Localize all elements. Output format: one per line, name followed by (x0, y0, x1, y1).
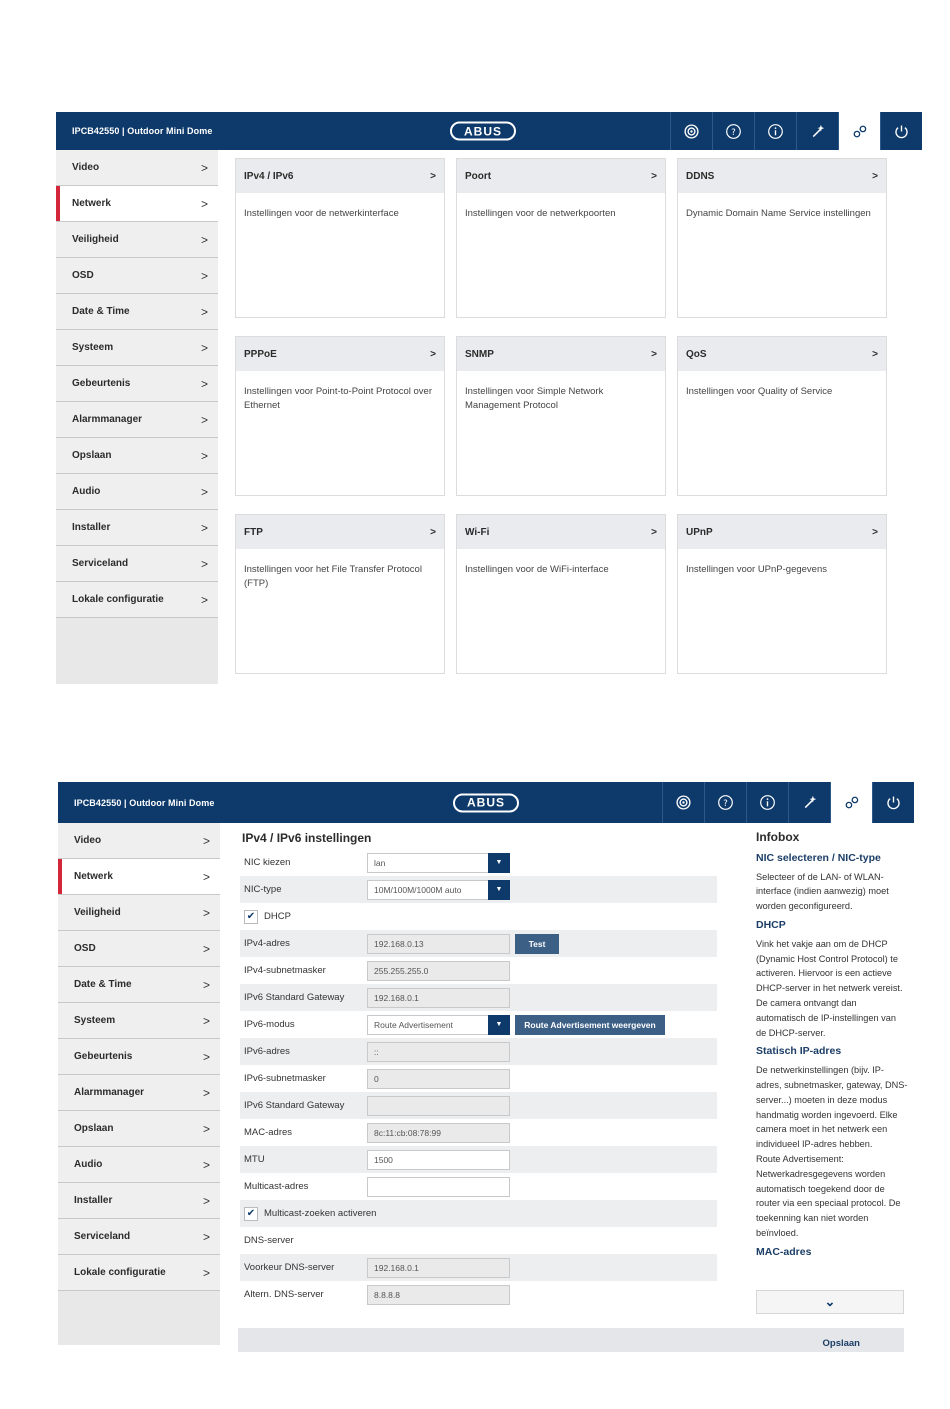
sidebar-item-date-time[interactable] (58, 967, 220, 1003)
chevron-right-icon: > (200, 412, 208, 427)
save-button[interactable]: Opslaan (822, 1338, 860, 1349)
sidebar-item-alarmmanager[interactable] (58, 1075, 220, 1111)
tile-title: IPv4 / IPv6 (244, 170, 294, 182)
mac-value: 8c:11:cb:08:78:99 (374, 1127, 441, 1138)
nictype-value: 10M/100M/1000M auto (374, 884, 462, 895)
chevron-right-icon: > (202, 1121, 210, 1136)
save-bar (238, 1328, 904, 1352)
row-dns-header (240, 1227, 717, 1254)
row-ipv6 (240, 1038, 717, 1065)
sidebar-item-label: Installer (74, 1195, 113, 1206)
dns2-field[interactable] (367, 1285, 510, 1305)
mask-field[interactable] (367, 961, 510, 981)
settings-icon[interactable] (838, 112, 880, 150)
row-multicast (240, 1173, 717, 1200)
sidebar-item-label: Installer (72, 522, 111, 533)
sidebar-item-label: Alarmmanager (74, 1087, 145, 1098)
mtu-label: MTU (244, 1154, 265, 1165)
chevron-right-icon: > (202, 1157, 210, 1172)
mac-field (367, 1123, 510, 1143)
mtu-value: 1500 (374, 1154, 393, 1165)
nictype-label: NIC-type (244, 884, 282, 895)
camera-icon[interactable] (670, 112, 712, 150)
tile-description: Instellingen voor de netwerkinterface (244, 208, 399, 219)
tile-description: Instellingen voor Simple Network Management Protocol (465, 386, 604, 411)
infobox-heading-nic: NIC selecteren / NIC-type (756, 851, 881, 864)
dns1-value: 192.168.0.1 (374, 1262, 419, 1273)
mtu-input[interactable] (367, 1150, 510, 1170)
sidebar-item-label: Video (74, 835, 102, 846)
chevron-right-icon: > (202, 905, 210, 920)
tile-header (236, 159, 444, 193)
multicast-input[interactable] (367, 1177, 510, 1197)
tile-wifi[interactable] (456, 514, 666, 674)
sidebar-item-veiligheid[interactable] (56, 222, 218, 258)
row-multicast-search (240, 1200, 717, 1227)
sidebar-item-label: Audio (72, 486, 101, 497)
sidebar-item-installer[interactable] (58, 1183, 220, 1219)
checkmark-icon: ✔ (246, 911, 256, 922)
ipv6-value: :: (374, 1046, 379, 1057)
dns1-label: Voorkeur DNS-server (244, 1262, 335, 1273)
dhcp-checkbox[interactable] (244, 910, 258, 924)
chevron-right-icon: > (200, 160, 208, 175)
sidebar-item-serviceland[interactable] (58, 1219, 220, 1255)
ipv6mode-select[interactable] (367, 1015, 510, 1035)
multicast-search-label: Multicast-zoeken activeren (264, 1208, 377, 1219)
sidebar-item-label: OSD (74, 943, 96, 954)
infobox-text-dhcp: Vink het vakje aan om de DHCP (Dynamic Host Control Protocol) te activeren. Hiervoor is een actieve DHCP-server in het netwerk vereist. De camera ontvangt dan automatisch de IP-instellingen van de DHCP-server. (756, 938, 903, 1038)
chevron-right-icon: > (202, 1013, 210, 1028)
mac-label: MAC-adres (244, 1127, 293, 1138)
row-dhcp (240, 903, 717, 930)
ipv6-label: IPv6-adres (244, 1046, 290, 1057)
chevron-right-icon: > (200, 232, 208, 247)
dns2-label: Altern. DNS-server (244, 1289, 324, 1300)
network-overview-screen (42, 112, 922, 684)
help-icon[interactable] (704, 782, 746, 823)
tile-description: Instellingen voor UPnP-gegevens (686, 564, 828, 575)
ipv4-field[interactable] (367, 934, 510, 954)
tile-description: Instellingen voor Point-to-Point Protocol over Ethernet (244, 386, 432, 411)
infobox-heading-dhcp: DHCP (756, 918, 786, 931)
sidebar-item-netwerk[interactable] (58, 859, 220, 895)
toolbar-icons (670, 112, 922, 150)
infobox-heading-static: Statisch IP-adres (756, 1045, 842, 1058)
tile-poort[interactable] (456, 158, 666, 318)
ipv6mode-value: Route Advertisement (374, 1019, 453, 1030)
gateway6-field[interactable] (367, 1096, 510, 1116)
sidebar-item-systeem[interactable] (56, 330, 218, 366)
tile-ddns[interactable] (677, 158, 887, 318)
top-bar (56, 112, 922, 150)
svg-text:?: ? (731, 127, 736, 138)
sidebar-item-label: Netwerk (72, 198, 111, 209)
camera-model: IPCB42550 | Outdoor Mini Dome (72, 126, 213, 136)
chevron-right-icon: > (651, 348, 657, 360)
infobox (756, 830, 908, 1264)
sidebar-item-video[interactable] (56, 150, 218, 186)
help-icon[interactable] (712, 112, 754, 150)
row-dns1 (240, 1254, 717, 1281)
chevron-right-icon: > (200, 268, 208, 283)
wizard-icon[interactable] (796, 112, 838, 150)
tile-title: DDNS (686, 170, 715, 182)
sidebar-item-lokale-configuratie[interactable] (56, 582, 218, 618)
sidebar-item-label: Gebeurtenis (74, 1051, 133, 1062)
tile-title: FTP (244, 526, 263, 538)
dns2-value: 8.8.8.8 (374, 1289, 400, 1300)
info-icon[interactable] (746, 782, 788, 823)
tile-header (457, 159, 665, 193)
sidebar-item-label: Systeem (72, 342, 114, 353)
chevron-right-icon: > (202, 941, 210, 956)
tile-pppoe[interactable] (235, 336, 445, 496)
tile-description: Dynamic Domain Name Service instellingen (686, 208, 871, 219)
dns-label: DNS-server (244, 1235, 294, 1246)
tile-ipv4-ipv6[interactable] (235, 158, 445, 318)
dropdown-arrow-icon: ▼ (488, 1015, 510, 1035)
chevron-right-icon: > (651, 526, 657, 538)
sidebar-item-video[interactable] (58, 823, 220, 859)
toolbar-icons (662, 782, 914, 823)
sidebar-item-label: OSD (72, 270, 94, 281)
sidebar-item-opslaan[interactable] (58, 1111, 220, 1147)
sidebar (58, 823, 220, 1345)
infobox-text-nic: Selecteer of de LAN- of WLAN-interface (indien aanwezig) moet worden geconfigureerd. (756, 871, 889, 912)
infobox-text-static: De netwerkinstellingen (bijv. IP-adres, subnetmasker, gateway, DNS-server...) moeten in deze modus handmatig worden ingevoerd. Elke camera moet in het netwerk een individueel IP-adres hebben. (756, 1065, 908, 1150)
power-icon[interactable] (872, 782, 914, 823)
tile-header (457, 515, 665, 549)
chevron-right-icon: > (202, 1265, 210, 1280)
sidebar-item-label: Opslaan (72, 450, 112, 461)
sidebar-item-audio[interactable] (58, 1147, 220, 1183)
chevron-right-icon: > (202, 1085, 210, 1100)
sidebar-item-lokale-configuratie[interactable] (58, 1255, 220, 1291)
sidebar-item-label: Date & Time (74, 979, 132, 990)
chevron-right-icon: > (430, 526, 436, 538)
sidebar-item-date-time[interactable] (56, 294, 218, 330)
chevron-right-icon: > (200, 592, 208, 607)
abus-logo: ABUS (453, 793, 519, 812)
svg-text:?: ? (723, 798, 728, 809)
tile-description: Instellingen voor de netwerkpoorten (465, 208, 616, 219)
chevron-right-icon: > (202, 1229, 210, 1244)
infobox-text-route: Route Advertisement: Netwerkadresgegevens worden automatisch toegekend door de router via een speciaal protocol. De toekenning kan niet worden beïnvloed. (756, 1153, 901, 1238)
ipv6-field[interactable] (367, 1042, 510, 1062)
sidebar-item-label: Serviceland (72, 558, 129, 569)
mask-label: IPv4-subnetmasker (244, 965, 326, 976)
chevron-right-icon: > (872, 526, 878, 538)
mask-value: 255.255.255.0 (374, 965, 429, 976)
sidebar-item-label: Opslaan (74, 1123, 114, 1134)
sidebar-item-osd[interactable] (58, 931, 220, 967)
sidebar-item-systeem[interactable] (58, 1003, 220, 1039)
nic-label: NIC kiezen (244, 857, 291, 868)
tile-title: SNMP (465, 348, 494, 360)
abus-logo: ABUS (450, 122, 516, 141)
ipv4-ipv6-settings-screen (42, 782, 914, 1349)
sidebar-item-audio[interactable] (56, 474, 218, 510)
tile-header (236, 515, 444, 549)
tile-ftp[interactable] (235, 514, 445, 674)
gateway-value: 192.168.0.1 (374, 992, 419, 1003)
chevron-right-icon: > (202, 1193, 210, 1208)
chevron-right-icon: > (200, 340, 208, 355)
row-mask (240, 957, 717, 984)
tile-title: Wi-Fi (465, 526, 490, 538)
sidebar-item-gebeurtenis[interactable] (58, 1039, 220, 1075)
row-gateway6 (240, 1092, 717, 1119)
tile-title: UPnP (686, 526, 713, 538)
chevron-right-icon: > (200, 484, 208, 499)
tile-header (678, 159, 886, 193)
sidebar-item-veiligheid[interactable] (58, 895, 220, 931)
sidebar-item-label: Netwerk (74, 871, 113, 882)
tile-header (236, 337, 444, 371)
sidebar-item-label: Veiligheid (74, 907, 121, 918)
tile-header (678, 515, 886, 549)
chevron-right-icon: > (200, 448, 208, 463)
tile-description: Instellingen voor de WiFi-interface (465, 564, 609, 575)
sidebar-item-label: Lokale configuratie (74, 1267, 166, 1278)
sidebar-item-label: Gebeurtenis (72, 378, 131, 389)
sidebar-item-label: Systeem (74, 1015, 116, 1026)
tile-header (457, 337, 665, 371)
chevron-down-icon[interactable]: ⌄ (756, 1290, 904, 1314)
multicast-label: Multicast-adres (244, 1181, 309, 1192)
chevron-right-icon: > (651, 170, 657, 182)
infobox-title: Infobox (756, 830, 800, 844)
nictype-select[interactable] (367, 880, 510, 900)
sidebar-item-opslaan[interactable] (56, 438, 218, 474)
row-mac (240, 1119, 717, 1146)
chevron-right-icon: > (202, 1049, 210, 1064)
gateway6-label: IPv6 Standard Gateway (244, 1100, 345, 1111)
row-mask6 (240, 1065, 717, 1092)
ipv4-label: IPv4-adres (244, 938, 290, 949)
row-dns2 (240, 1281, 717, 1308)
sidebar-item-label: Alarmmanager (72, 414, 143, 425)
chevron-right-icon: > (872, 348, 878, 360)
sidebar-item-label: Video (72, 162, 100, 173)
row-mtu (240, 1146, 717, 1173)
tile-header (678, 337, 886, 371)
row-nic (240, 849, 717, 876)
sidebar-item-label: Serviceland (74, 1231, 131, 1242)
sidebar-item-alarmmanager[interactable] (56, 402, 218, 438)
camera-icon[interactable] (662, 782, 704, 823)
gateway-field[interactable] (367, 988, 510, 1008)
sidebar-item-gebeurtenis[interactable] (56, 366, 218, 402)
row-gateway (240, 984, 717, 1011)
mask6-field[interactable] (367, 1069, 510, 1089)
sidebar-item-osd[interactable] (56, 258, 218, 294)
row-nictype (240, 876, 717, 903)
sidebar-item-label: Lokale configuratie (72, 594, 164, 605)
multicast-search-checkbox[interactable] (244, 1207, 258, 1221)
chevron-right-icon: > (430, 348, 436, 360)
sidebar-item-label: Audio (74, 1159, 103, 1170)
ipv4-value: 192.168.0.13 (374, 938, 424, 949)
ipv6mode-label: IPv6-modus (244, 1019, 295, 1030)
chevron-right-icon: > (202, 977, 210, 992)
top-bar (58, 782, 914, 823)
route-advertisement-button[interactable]: Route Advertisement weergeven (515, 1015, 665, 1035)
power-icon[interactable] (880, 112, 922, 150)
wizard-icon[interactable] (788, 782, 830, 823)
tile-title: PPPoE (244, 348, 277, 360)
test-button[interactable]: Test (515, 934, 559, 954)
chevron-right-icon: > (202, 833, 210, 848)
row-ipv6mode (240, 1011, 717, 1038)
tile-title: QoS (686, 348, 707, 360)
sidebar-item-installer[interactable] (56, 510, 218, 546)
sidebar-item-serviceland[interactable] (56, 546, 218, 582)
sidebar (56, 150, 218, 684)
tile-description: Instellingen voor Quality of Service (686, 386, 833, 397)
sidebar-item-label: Veiligheid (72, 234, 119, 245)
dhcp-label: DHCP (264, 911, 291, 922)
nic-value: lan (374, 857, 386, 868)
infobox-heading-mac: MAC-adres (756, 1245, 812, 1258)
nic-select[interactable] (367, 853, 510, 873)
gateway-label: IPv6 Standard Gateway (244, 992, 345, 1003)
sidebar-item-label: Date & Time (72, 306, 130, 317)
page-title: IPv4 / IPv6 instellingen (242, 831, 372, 845)
tile-qos[interactable] (677, 336, 887, 496)
dropdown-arrow-icon: ▼ (488, 880, 510, 900)
dns1-field[interactable] (367, 1258, 510, 1278)
sidebar-item-netwerk[interactable] (56, 186, 218, 222)
mask6-value: 0 (374, 1073, 379, 1084)
chevron-right-icon: > (200, 376, 208, 391)
chevron-right-icon: > (200, 556, 208, 571)
dropdown-arrow-icon: ▼ (488, 853, 510, 873)
tile-description: Instellingen voor het File Transfer Protocol (FTP) (244, 564, 422, 589)
chevron-right-icon: > (200, 304, 208, 319)
checkmark-icon: ✔ (246, 1208, 256, 1219)
row-ipv4 (240, 930, 717, 957)
info-icon[interactable] (754, 112, 796, 150)
chevron-right-icon: > (200, 196, 208, 211)
tile-snmp[interactable] (456, 336, 666, 496)
chevron-right-icon: > (872, 170, 878, 182)
chevron-right-icon: > (202, 869, 210, 884)
tile-title: Poort (465, 170, 492, 182)
tile-upnp[interactable] (677, 514, 887, 674)
mask6-label: IPv6-subnetmasker (244, 1073, 326, 1084)
camera-model: IPCB42550 | Outdoor Mini Dome (74, 797, 215, 808)
chevron-right-icon: > (200, 520, 208, 535)
settings-icon[interactable] (830, 782, 872, 823)
chevron-right-icon: > (430, 170, 436, 182)
